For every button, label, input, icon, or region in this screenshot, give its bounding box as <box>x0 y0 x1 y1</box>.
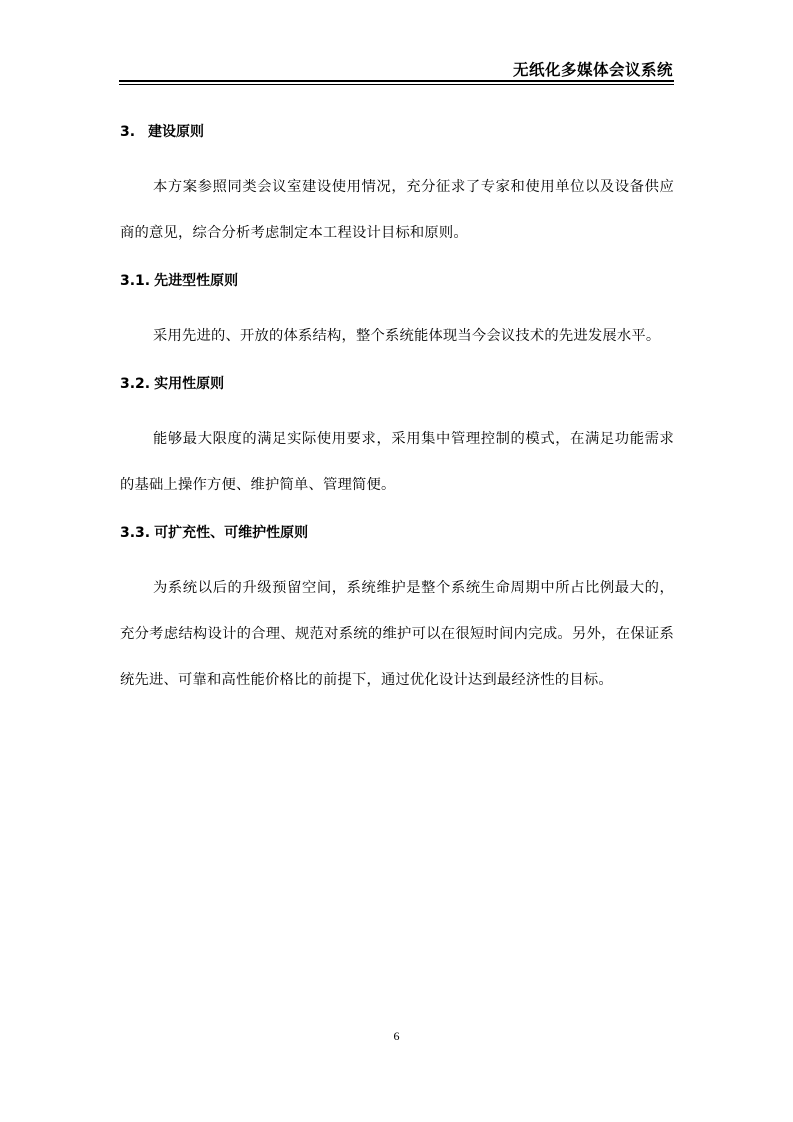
subsection-number: 3.2. <box>120 376 151 392</box>
header-rule-thick <box>119 80 674 82</box>
subsection-heading <box>120 523 674 543</box>
subsection-paragraph: 为系统以后的升级预留空间，系统维护是整个系统生命周期中所占比例最大的， 充分考虑结构设计的合理、规范对系统的维护可以在很短时间内完成。另外，在保证系统先进、可靠和高性能价格比的前提下，通过优化设计达到最经济性的目标。 <box>120 580 674 688</box>
section-intro-paragraph: 本方案参照同类会议室建设使用情况，充分征求了专家和使用单位以及设备供应商的意见，综合分析考虑制定本工程设计目标和原则。 <box>120 179 674 241</box>
subsection-number: 3.3. <box>120 525 151 541</box>
header-rule-thin <box>119 84 674 85</box>
subsection-number: 3.1. <box>120 273 151 289</box>
subsection-heading <box>120 374 674 394</box>
section-number: 3. <box>120 124 136 140</box>
subsection-title: 先进型性原则 <box>154 273 239 289</box>
page-number: 6 <box>393 1029 400 1043</box>
header-title: 无纸化多媒体会议系统 <box>512 61 673 79</box>
section-heading <box>120 122 674 142</box>
page-content <box>120 122 674 703</box>
subsection-heading <box>120 271 674 291</box>
subsection-title: 可扩充性、可维护性原则 <box>154 525 309 541</box>
section-title: 建设原则 <box>148 124 204 140</box>
subsection-paragraph: 采用先进的、开放的体系结构，整个系统能体现当今会议技术的先进发展水平。 <box>153 328 661 344</box>
subsection-title: 实用性原则 <box>154 376 225 392</box>
subsection-paragraph: 能够最大限度的满足实际使用要求，采用集中管理控制的模式，在满足功能需求的基础上操作方便、维护简单、管理简便。 <box>120 431 674 493</box>
